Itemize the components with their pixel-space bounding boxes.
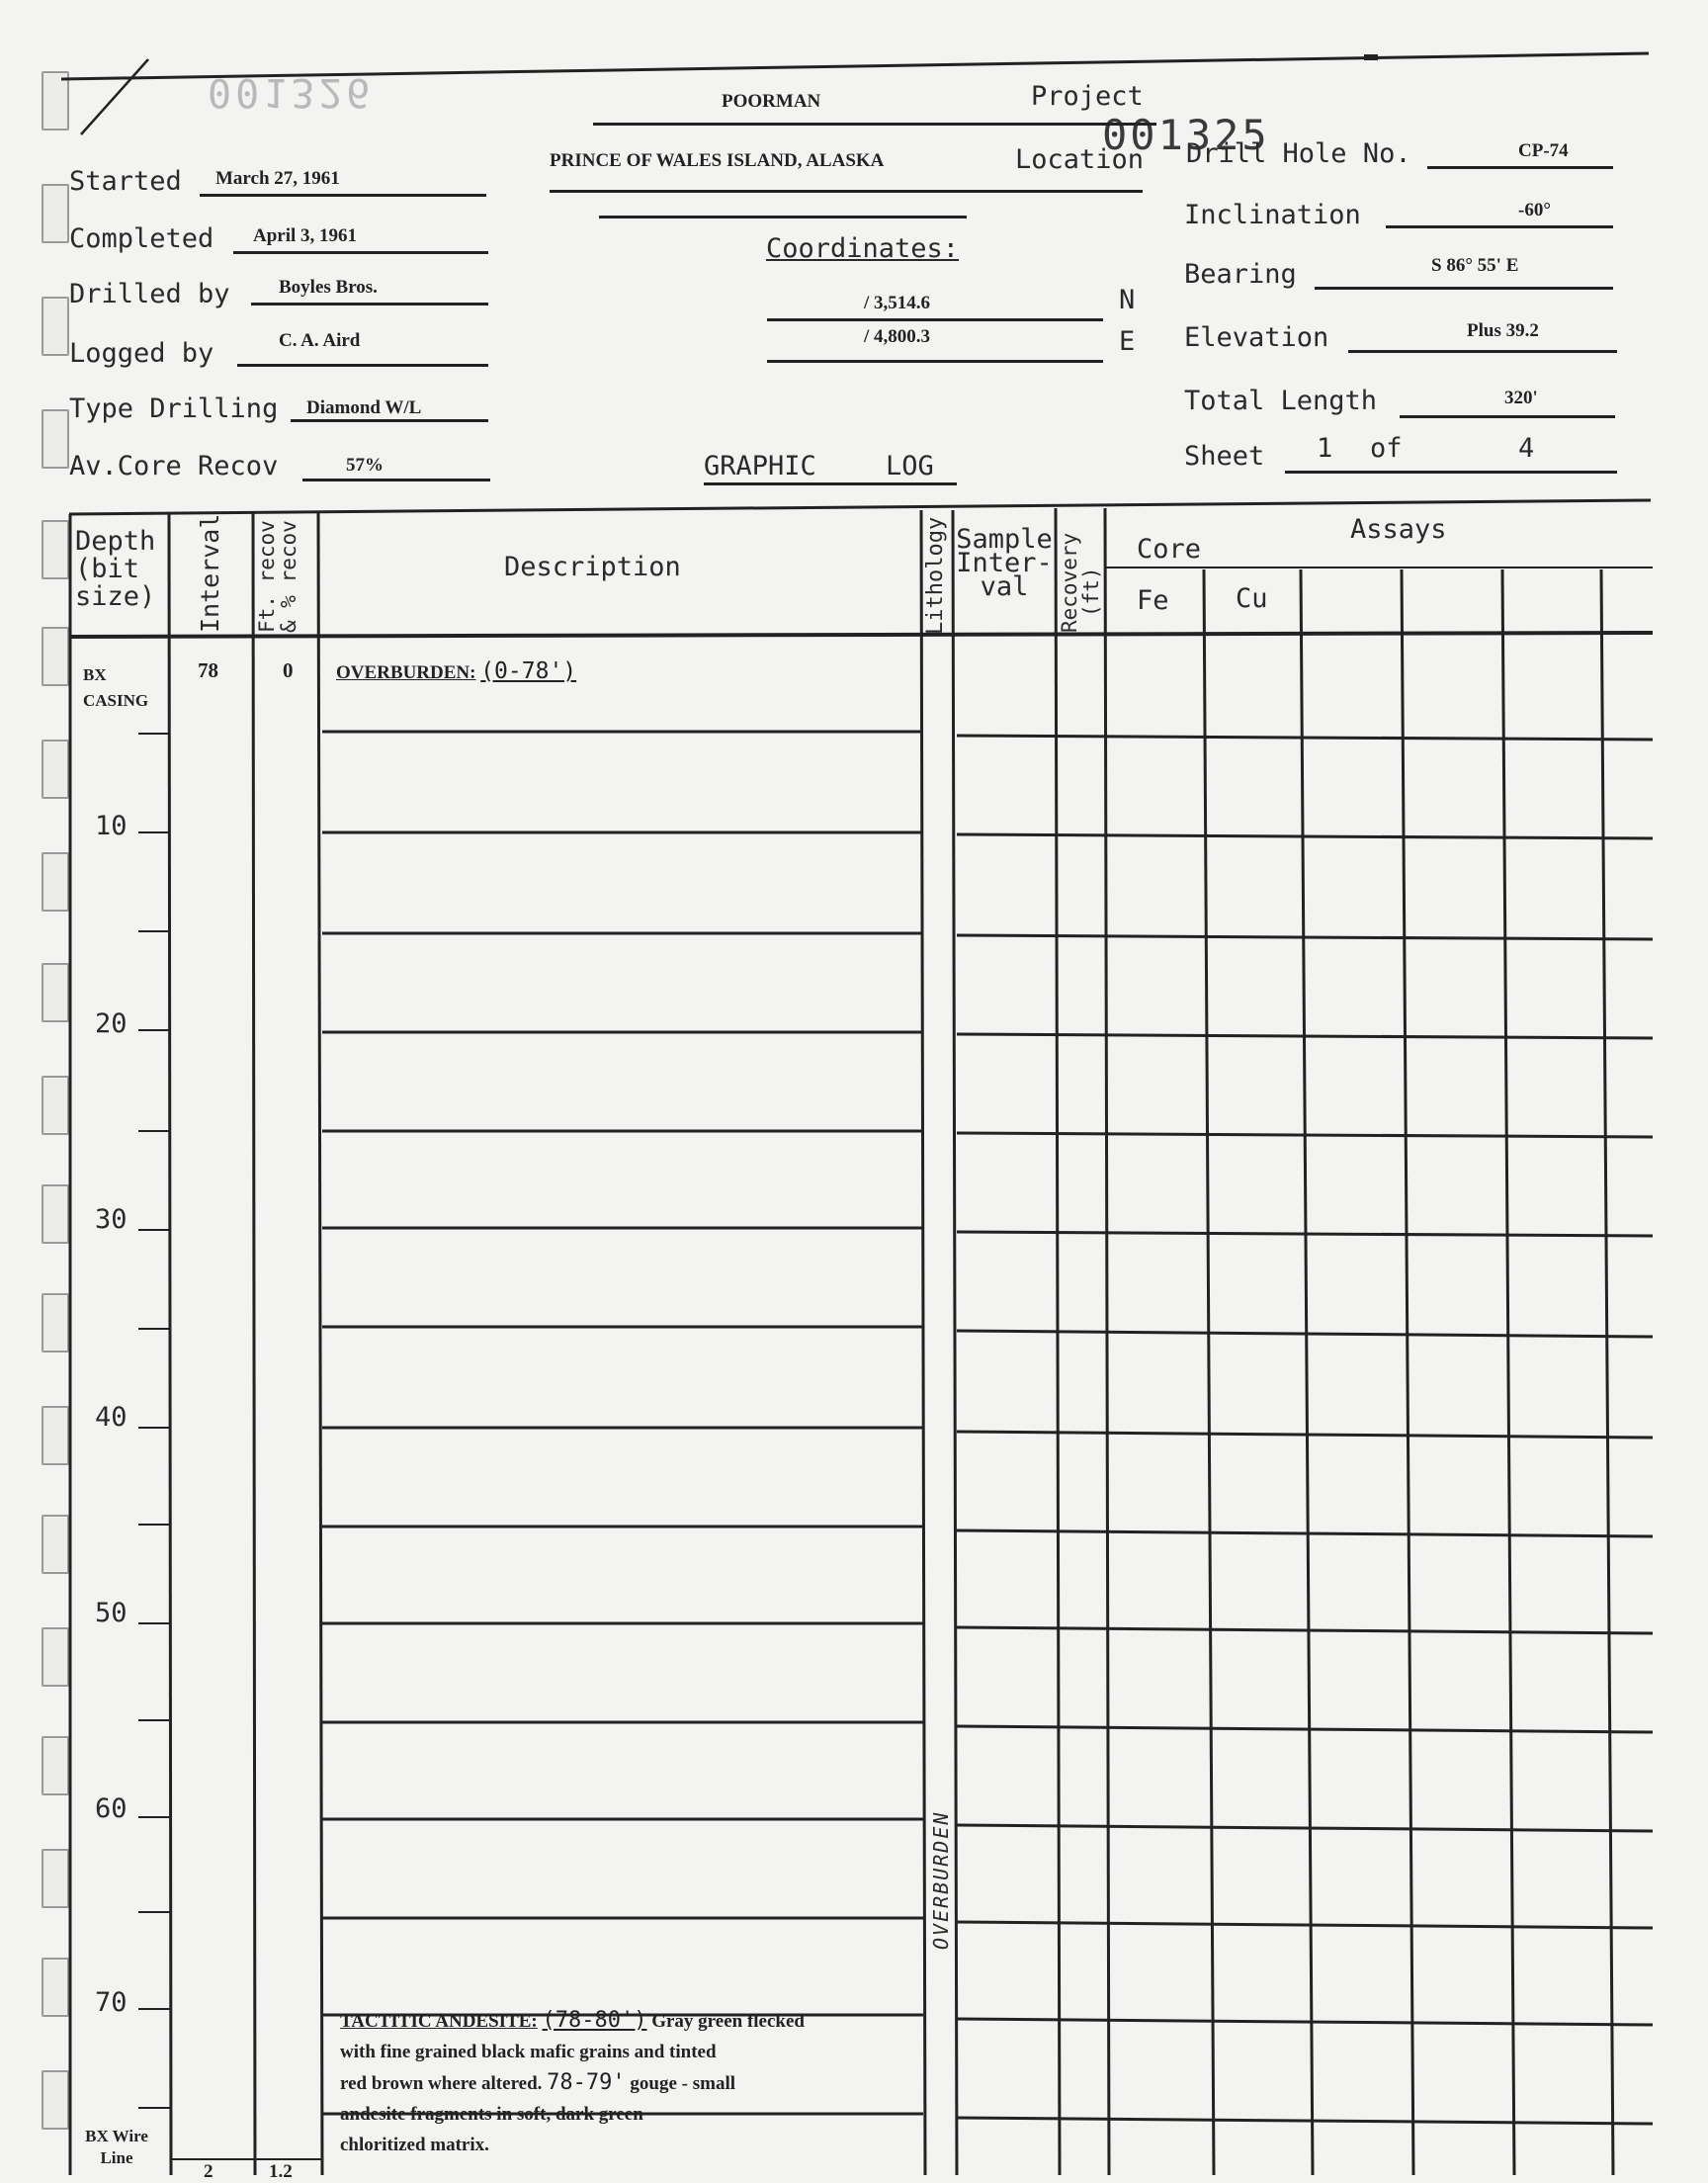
depth-label-50: 50 — [95, 1598, 128, 1628]
av-core-recov-label: Av.Core Recov — [69, 451, 279, 481]
bottom-interval: 2 — [204, 2161, 214, 2182]
lithology-header: Lithology — [923, 516, 948, 635]
completed-label: Completed — [69, 223, 214, 254]
project-value: POORMAN — [722, 91, 821, 112]
location-value: PRINCE OF WALES ISLAND, ALASKA — [550, 150, 885, 171]
graphic-log-word2: LOG — [886, 451, 934, 481]
serial-number-bleedthrough: 001326 — [208, 69, 375, 115]
elevation-value: Plus 39.2 — [1467, 320, 1539, 341]
started-value: March 27, 1961 — [215, 168, 340, 189]
row-interval: 78 — [198, 658, 218, 682]
depth-label-60: 60 — [95, 1793, 128, 1824]
graphic-log-word1: GRAPHIC — [704, 451, 816, 481]
interval-header: Interval — [196, 513, 224, 633]
overburden-title: OVERBURDEN: — [336, 662, 476, 683]
sheet-total: 4 — [1518, 433, 1535, 464]
depth-label-10: 10 — [95, 811, 128, 841]
core-header: Core — [1137, 534, 1202, 565]
type-drilling-value: Diamond W/L — [306, 397, 422, 418]
recovery-unit-header: (ft) — [1079, 567, 1103, 617]
row-description — [336, 658, 576, 684]
bottom-recovery: 1.2 — [269, 2161, 293, 2182]
inclination-value: -60° — [1518, 200, 1551, 220]
depth-label-20: 20 — [95, 1008, 128, 1039]
bearing-label: Bearing — [1184, 259, 1297, 290]
type-drilling-label: Type Drilling — [69, 393, 279, 424]
tactitic-andesite-description: TACTITIC ANDESITE: (78-80') Gray green flecked with fine grained black mafic grains and tinted red brown where altered. 78-79' gouge - small andesite fragments in soft, dark green chloritized matrix. — [340, 2008, 805, 2155]
sheet-of-label: of — [1370, 433, 1403, 464]
drilled-by-value: Boyles Bros. — [279, 277, 378, 298]
total-length-label: Total Length — [1184, 386, 1378, 416]
serial-number-stamp: 001325 — [1102, 111, 1270, 159]
drilled-by-label: Drilled by — [69, 279, 230, 309]
logged-by-label: Logged by — [69, 338, 214, 369]
coordinates-north: / 3,514.6 — [864, 293, 931, 313]
drill-hole-no-label: Drill Hole No. — [1186, 138, 1411, 169]
tactitic-range: (78-80') — [542, 2008, 647, 2033]
started-label: Started — [69, 166, 182, 197]
sheet-number: 1 — [1317, 433, 1333, 464]
tactitic-title: TACTITIC ANDESITE: — [340, 2011, 538, 2032]
recovery-header: Recovery — [1058, 532, 1081, 633]
recovery-pct-header: & % recov — [277, 520, 300, 633]
drill-hole-no-value: CP-74 — [1518, 140, 1569, 161]
depth-label-40: 40 — [95, 1402, 128, 1433]
row-bit-size: BX CASING — [83, 665, 149, 710]
row-recovery: 0 — [283, 658, 294, 682]
lithology-overburden-label: OVERBURDEN — [929, 1810, 953, 1950]
coordinates-north-label: N — [1119, 285, 1136, 315]
logged-by-value: C. A. Aird — [279, 330, 361, 351]
inclination-label: Inclination — [1184, 200, 1361, 230]
location-label: Location — [1015, 144, 1145, 175]
overburden-range: (0-78') — [480, 658, 577, 684]
bearing-value: S 86° 55' E — [1431, 255, 1519, 276]
description-header: Description — [504, 552, 681, 582]
recovery-ft-header: Ft. recov — [255, 520, 279, 633]
completed-value: April 3, 1961 — [253, 225, 358, 246]
bottom-bit-size: BX Wire Line — [85, 2127, 148, 2167]
depth-label-70: 70 — [95, 1987, 128, 2018]
av-core-recov-value: 57% — [346, 455, 384, 476]
coordinates-label: Coordinates: — [766, 233, 960, 264]
elevation-label: Elevation — [1184, 322, 1329, 353]
sample-interval-header: Sample Inter- val — [956, 524, 1053, 602]
project-label: Project — [1031, 81, 1144, 112]
depth-header: Depth (bit size) — [75, 526, 156, 612]
cu-header: Cu — [1236, 583, 1268, 614]
coordinates-east-label: E — [1119, 326, 1136, 357]
total-length-value: 320' — [1504, 388, 1538, 408]
assays-header: Assays — [1350, 514, 1447, 545]
fe-header: Fe — [1137, 585, 1169, 616]
coordinates-east: / 4,800.3 — [864, 326, 931, 347]
sheet-label: Sheet — [1184, 441, 1265, 472]
depth-label-30: 30 — [95, 1204, 128, 1235]
